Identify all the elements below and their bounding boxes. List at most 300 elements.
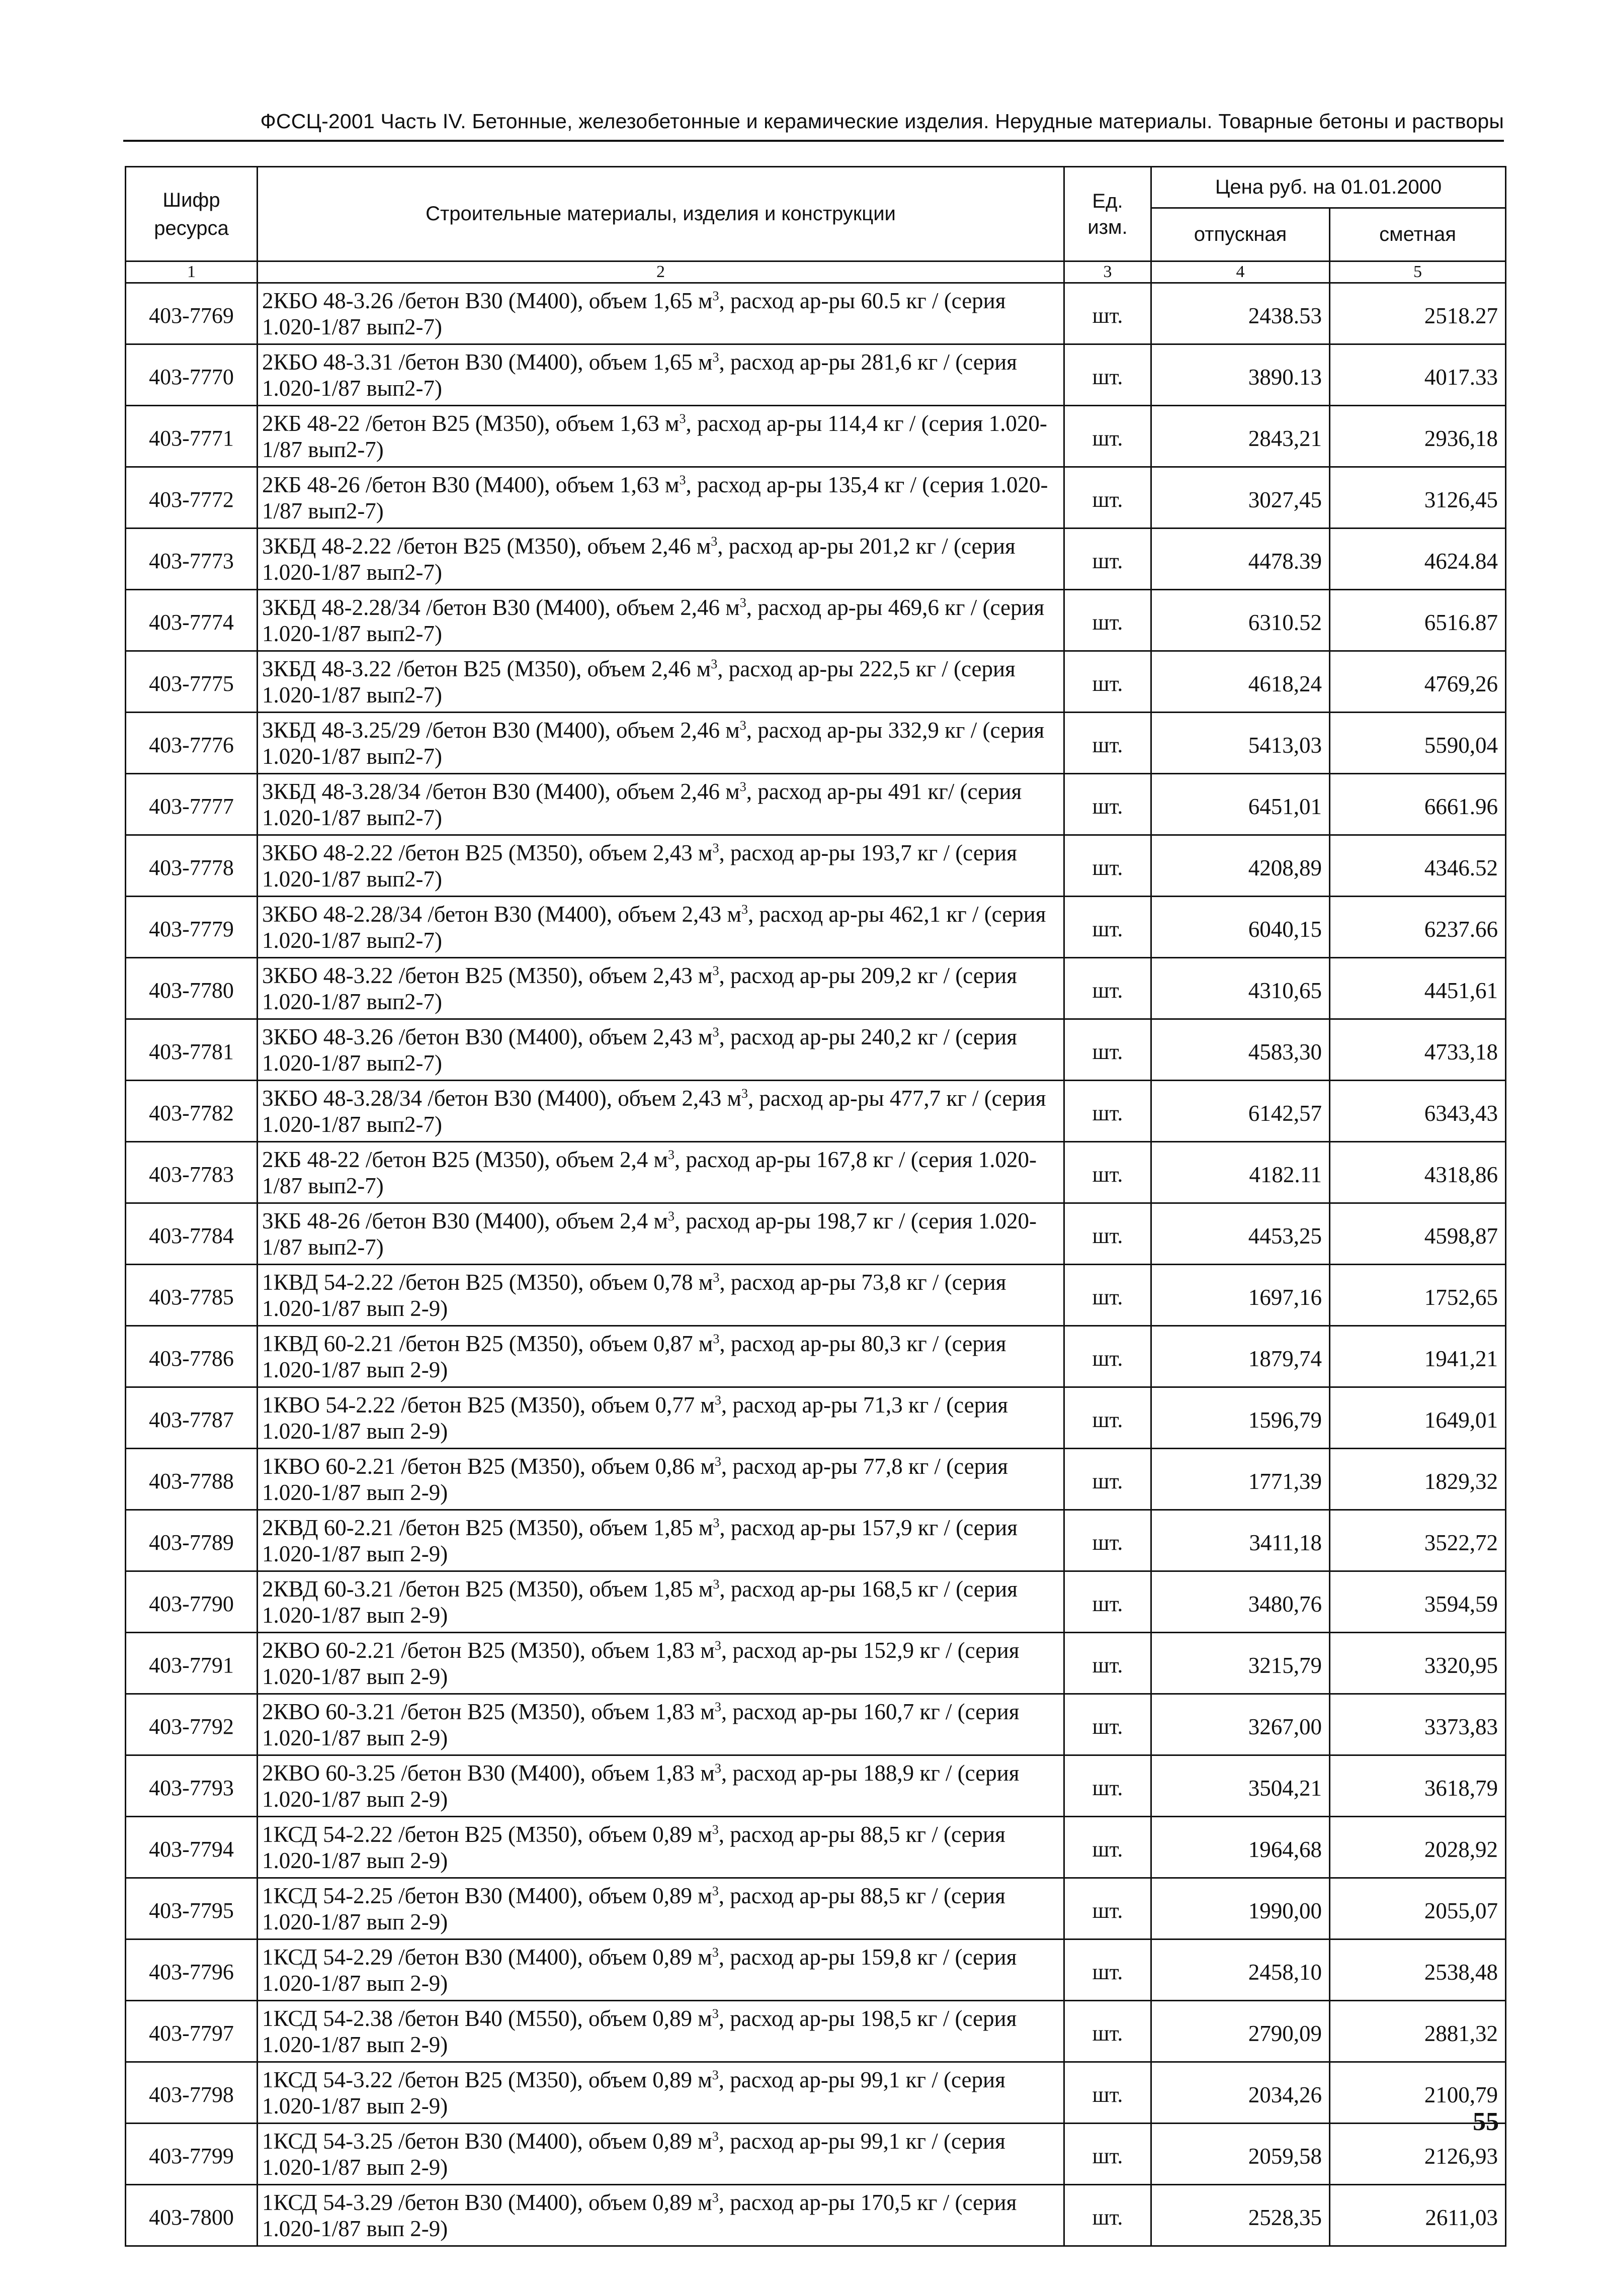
release-price: 2438.53 (1151, 283, 1330, 344)
unit-superscript: 3 (679, 472, 686, 487)
description-tail: , расход ар-ры 281,6 кг / (серия 1.020-1/87 вып2-7) (262, 349, 1017, 401)
estimate-price: 1829,32 (1330, 1449, 1506, 1510)
col-header-name: Строительные материалы, изделия и конструкции (258, 167, 1064, 261)
material-description (258, 1755, 1064, 1817)
column-number: 4 (1151, 261, 1330, 283)
release-price: 3267,00 (1151, 1694, 1330, 1755)
material-description (258, 406, 1064, 467)
unit-superscript: 3 (713, 1270, 720, 1285)
release-price: 3215,79 (1151, 1633, 1330, 1694)
resource-code: 403-7791 (126, 1633, 258, 1694)
unit-of-measure: шт. (1064, 651, 1151, 713)
material-description (258, 1265, 1064, 1326)
description-main: 1КВД 54-2.22 /бетон В25 (М350), объем 0,78 м (262, 1269, 713, 1295)
description-main: 3КБО 48-3.22 /бетон В25 (М350), объем 2,43 м (262, 962, 713, 988)
resource-code: 403-7781 (126, 1019, 258, 1081)
resource-code: 403-7784 (126, 1203, 258, 1265)
description-main: 1КСД 54-2.25 /бетон В30 (М400), объем 0,89 м (262, 1883, 712, 1908)
description-tail: , расход ар-ры 462,1 кг / (серия 1.020-1/87 вып2-7) (262, 901, 1046, 953)
resource-code: 403-7800 (126, 2185, 258, 2246)
description-tail: , расход ар-ры 99,1 кг / (серия 1.020-1/87 вып 2-9) (262, 2128, 1005, 2180)
material-description (258, 897, 1064, 958)
table-row (126, 1694, 1506, 1755)
page-number: 55 (1473, 2107, 1499, 2136)
estimate-price: 1649,01 (1330, 1387, 1506, 1449)
release-price: 2843,21 (1151, 406, 1330, 467)
description-main: 1КВД 60-2.21 /бетон В25 (М350), объем 0,87 м (262, 1331, 713, 1356)
column-number: 5 (1330, 261, 1506, 283)
description-tail: , расход ар-ры 73,8 кг / (серия 1.020-1/87 вып 2-9) (262, 1269, 1006, 1321)
description-tail: , расход ар-ры 80,3 кг / (серия 1.020-1/87 вып 2-9) (262, 1331, 1006, 1382)
description-main: 2КВД 60-2.21 /бетон В25 (М350), объем 1,85 м (262, 1515, 713, 1540)
release-price: 3890.13 (1151, 344, 1330, 406)
unit-of-measure: шт. (1064, 713, 1151, 774)
release-price: 1990,00 (1151, 1878, 1330, 1939)
header-rule (123, 140, 1504, 142)
resource-code: 403-7785 (126, 1265, 258, 1326)
unit-superscript: 3 (739, 718, 746, 733)
description-tail: , расход ар-ры 201,2 кг / (серия 1.020-1/87 вып2-7) (262, 533, 1016, 585)
description-main: 1КСД 54-3.29 /бетон В30 (М400), объем 0,89 м (262, 2189, 712, 2215)
release-price: 1596,79 (1151, 1387, 1330, 1449)
release-price: 4182.11 (1151, 1142, 1330, 1203)
release-price: 6310.52 (1151, 590, 1330, 651)
release-price: 4618,24 (1151, 651, 1330, 713)
description-main: 1КВО 54-2.22 /бетон В25 (М350), объем 0,77 м (262, 1392, 715, 1418)
unit-superscript: 3 (712, 349, 719, 365)
table-row (126, 2062, 1506, 2124)
unit-of-measure: шт. (1064, 1449, 1151, 1510)
material-description (258, 2062, 1064, 2124)
unit-superscript: 3 (712, 963, 719, 978)
table-row (126, 1817, 1506, 1878)
material-description (258, 1081, 1064, 1142)
unit-superscript: 3 (741, 902, 748, 917)
resource-code: 403-7794 (126, 1817, 258, 1878)
description-tail: , расход ар-ры 114,4 кг / (серия 1.020-1/87 вып2-7) (262, 410, 1047, 462)
table-row (126, 1142, 1506, 1203)
unit-superscript: 3 (711, 656, 718, 671)
resource-code: 403-7789 (126, 1510, 258, 1571)
release-price: 6451,01 (1151, 774, 1330, 835)
table-row (126, 897, 1506, 958)
material-description (258, 2185, 1064, 2246)
unit-superscript: 3 (712, 2006, 719, 2021)
description-main: 3КБО 48-3.28/34 /бетон В30 (М400), объем 2,43 м (262, 1085, 741, 1111)
release-price: 2034,26 (1151, 2062, 1330, 2124)
estimate-price: 6661.96 (1330, 774, 1506, 835)
unit-of-measure: шт. (1064, 1387, 1151, 1449)
table-row (126, 1571, 1506, 1633)
resource-code: 403-7770 (126, 344, 258, 406)
release-price: 4208,89 (1151, 835, 1330, 897)
unit-of-measure: шт. (1064, 1265, 1151, 1326)
description-main: 3КБ 48-26 /бетон В30 (М400), объем 2,4 м (262, 1208, 668, 1233)
release-price: 3411,18 (1151, 1510, 1330, 1571)
table-row (126, 1939, 1506, 2001)
unit-of-measure: шт. (1064, 835, 1151, 897)
description-tail: , расход ар-ры 477,7 кг / (серия 1.020-1/87 вып2-7) (262, 1085, 1046, 1137)
material-description (258, 1510, 1064, 1571)
material-description (258, 1694, 1064, 1755)
description-main: 1КСД 54-3.25 /бетон В30 (М400), объем 0,89 м (262, 2128, 712, 2154)
table-row (126, 406, 1506, 467)
col-header-price-group: Цена руб. на 01.01.2000 (1151, 167, 1506, 208)
estimate-price: 1941,21 (1330, 1326, 1506, 1387)
material-description (258, 1817, 1064, 1878)
resource-code: 403-7783 (126, 1142, 258, 1203)
resource-code: 403-7798 (126, 2062, 258, 2124)
material-description (258, 2001, 1064, 2062)
resource-code: 403-7796 (126, 1939, 258, 2001)
table-row (126, 1755, 1506, 1817)
material-description (258, 590, 1064, 651)
unit-of-measure: шт. (1064, 2001, 1151, 2062)
unit-of-measure: шт. (1064, 1081, 1151, 1142)
table-row (126, 835, 1506, 897)
material-description (258, 958, 1064, 1019)
description-tail: , расход ар-ры 152,9 кг / (серия 1.020-1/87 вып 2-9) (262, 1637, 1020, 1689)
table-row (126, 1449, 1506, 1510)
estimate-price: 3594,59 (1330, 1571, 1506, 1633)
release-price: 2059,58 (1151, 2124, 1330, 2185)
material-description (258, 835, 1064, 897)
table-row (126, 2124, 1506, 2185)
release-price: 1964,68 (1151, 1817, 1330, 1878)
unit-of-measure: шт. (1064, 2124, 1151, 2185)
description-tail: , расход ар-ры 77,8 кг / (серия 1.020-1/87 вып 2-9) (262, 1453, 1008, 1505)
description-tail: , расход ар-ры 167,8 кг / (серия 1.020-1/87 вып2-7) (262, 1146, 1037, 1198)
description-main: 3КБО 48-2.28/34 /бетон В30 (М400), объем 2,43 м (262, 901, 741, 927)
unit-superscript: 3 (714, 1760, 721, 1776)
estimate-price: 4318,86 (1330, 1142, 1506, 1203)
description-main: 3КБД 48-3.22 /бетон В25 (М350), объем 2,46 м (262, 656, 711, 681)
unit-of-measure: шт. (1064, 2062, 1151, 2124)
description-tail: , расход ар-ры 222,5 кг / (серия 1.020-1/87 вып2-7) (262, 656, 1016, 708)
estimate-price: 2611,03 (1330, 2185, 1506, 2246)
release-price: 3027,45 (1151, 467, 1330, 528)
description-main: 2КБ 48-22 /бетон В25 (М350), объем 2,4 м (262, 1146, 668, 1172)
estimate-price: 4769,26 (1330, 651, 1506, 713)
description-main: 2КВД 60-3.21 /бетон В25 (М350), объем 1,85 м (262, 1576, 713, 1602)
description-tail: , расход ар-ры 240,2 кг / (серия 1.020-1/87 вып2-7) (262, 1024, 1017, 1076)
release-price: 2528,35 (1151, 2185, 1330, 2246)
unit-of-measure: шт. (1064, 958, 1151, 1019)
table-row (126, 283, 1506, 344)
estimate-price: 4017.33 (1330, 344, 1506, 406)
table-row (126, 774, 1506, 835)
resource-code: 403-7792 (126, 1694, 258, 1755)
unit-superscript: 3 (741, 1086, 748, 1101)
release-price: 4583,30 (1151, 1019, 1330, 1081)
unit-of-measure: шт. (1064, 1878, 1151, 1939)
unit-of-measure: шт. (1064, 467, 1151, 528)
resource-code: 403-7788 (126, 1449, 258, 1510)
release-price: 4478.39 (1151, 528, 1330, 590)
unit-superscript: 3 (712, 840, 719, 855)
estimate-price: 2518.27 (1330, 283, 1506, 344)
table-row (126, 1510, 1506, 1571)
description-main: 3КБД 48-3.28/34 /бетон В30 (М400), объем 2,46 м (262, 778, 740, 804)
description-tail: , расход ар-ры 188,9 кг / (серия 1.020-1/87 вып 2-9) (262, 1760, 1020, 1812)
description-tail: , расход ар-ры 88,5 кг / (серия 1.020-1/87 вып 2-9) (262, 1821, 1005, 1873)
material-description (258, 1878, 1064, 1939)
table-row (126, 1203, 1506, 1265)
table-row (126, 651, 1506, 713)
table-row (126, 467, 1506, 528)
material-description (258, 528, 1064, 590)
material-description (258, 774, 1064, 835)
col-header-unit: Ед. изм. (1064, 167, 1151, 261)
description-tail: , расход ар-ры 170,5 кг / (серия 1.020-1/87 вып 2-9) (262, 2189, 1017, 2241)
col-header-estimate: сметная (1330, 208, 1506, 261)
resource-code: 403-7782 (126, 1081, 258, 1142)
release-price: 5413,03 (1151, 713, 1330, 774)
resource-code: 403-7779 (126, 897, 258, 958)
estimate-price: 2055,07 (1330, 1878, 1506, 1939)
resource-code: 403-7769 (126, 283, 258, 344)
unit-of-measure: шт. (1064, 1019, 1151, 1081)
unit-superscript: 3 (712, 1883, 719, 1898)
description-tail: , расход ар-ры 168,5 кг / (серия 1.020-1/87 вып 2-9) (262, 1576, 1018, 1628)
unit-superscript: 3 (713, 1331, 720, 1346)
description-main: 1КВО 60-2.21 /бетон В25 (М350), объем 0,86 м (262, 1453, 715, 1479)
table-row (126, 1265, 1506, 1326)
estimate-price: 2538,48 (1330, 1939, 1506, 2001)
estimate-price: 2936,18 (1330, 406, 1506, 467)
table-row (126, 958, 1506, 1019)
estimate-price: 2881,32 (1330, 2001, 1506, 2062)
description-tail: , расход ар-ры 88,5 кг / (серия 1.020-1/87 вып 2-9) (262, 1883, 1005, 1934)
column-number: 3 (1064, 261, 1151, 283)
unit-superscript: 3 (713, 1576, 720, 1592)
table-row (126, 1387, 1506, 1449)
estimate-price: 5590,04 (1330, 713, 1506, 774)
release-price: 3504,21 (1151, 1755, 1330, 1817)
description-tail: , расход ар-ры 99,1 кг / (серия 1.020-1/87 вып 2-9) (262, 2067, 1005, 2118)
description-main: 2КВО 60-3.21 /бетон В25 (М350), объем 1,83 м (262, 1699, 715, 1724)
unit-of-measure: шт. (1064, 406, 1151, 467)
estimate-price: 4598,87 (1330, 1203, 1506, 1265)
material-description (258, 1449, 1064, 1510)
running-header: ФССЦ-2001 Часть IV. Бетонные, железобетонные и керамические изделия. Нерудные материалы. Товарные бетоны и растворы (260, 110, 1504, 133)
description-tail: , расход ар-ры 159,8 кг / (серия 1.020-1/87 вып 2-9) (262, 1944, 1017, 1996)
material-description (258, 1571, 1064, 1633)
description-main: 3КБД 48-2.28/34 /бетон В30 (М400), объем 2,46 м (262, 594, 740, 620)
unit-superscript: 3 (668, 1208, 675, 1223)
material-description (258, 1326, 1064, 1387)
unit-of-measure: шт. (1064, 1326, 1151, 1387)
description-main: 2КБ 48-26 /бетон В30 (М400), объем 1,63 м (262, 472, 680, 497)
description-main: 2КБ 48-22 /бетон В25 (М350), объем 1,63 м (262, 410, 680, 436)
unit-superscript: 3 (739, 595, 746, 610)
unit-of-measure: шт. (1064, 2185, 1151, 2246)
description-main: 2КВО 60-3.25 /бетон В30 (М400), объем 1,83 м (262, 1760, 715, 1786)
description-main: 2КВО 60-2.21 /бетон В25 (М350), объем 1,83 м (262, 1637, 715, 1663)
unit-of-measure: шт. (1064, 1633, 1151, 1694)
table-row (126, 1326, 1506, 1387)
material-description (258, 651, 1064, 713)
description-tail: , расход ар-ры 160,7 кг / (серия 1.020-1/87 вып 2-9) (262, 1699, 1020, 1750)
unit-superscript: 3 (714, 1699, 721, 1714)
table-row (126, 590, 1506, 651)
unit-of-measure: шт. (1064, 590, 1151, 651)
estimate-price: 3522,72 (1330, 1510, 1506, 1571)
table-row (126, 344, 1506, 406)
material-description (258, 1633, 1064, 1694)
resource-code: 403-7777 (126, 774, 258, 835)
unit-superscript: 3 (712, 2067, 719, 2082)
unit-superscript: 3 (668, 1147, 675, 1162)
release-price: 1771,39 (1151, 1449, 1330, 1510)
estimate-price: 2126,93 (1330, 2124, 1506, 2185)
resource-code: 403-7797 (126, 2001, 258, 2062)
estimate-price: 3618,79 (1330, 1755, 1506, 1817)
table-row (126, 2001, 1506, 2062)
description-tail: , расход ар-ры 135,4 кг / (серия 1.020-1/87 вып2-7) (262, 472, 1048, 523)
description-tail: , расход ар-ры 491 кг/ (серия 1.020-1/87 вып2-7) (262, 778, 1022, 830)
price-table (125, 166, 1506, 2247)
table-row (126, 1019, 1506, 1081)
description-tail: , расход ар-ры 209,2 кг / (серия 1.020-1/87 вып2-7) (262, 962, 1017, 1014)
estimate-price: 4346.52 (1330, 835, 1506, 897)
description-main: 3КБД 48-3.25/29 /бетон В30 (М400), объем 2,46 м (262, 717, 740, 743)
unit-of-measure: шт. (1064, 774, 1151, 835)
description-main: 2КБО 48-3.26 /бетон В30 (М400), объем 1,65 м (262, 288, 713, 313)
unit-of-measure: шт. (1064, 528, 1151, 590)
unit-superscript: 3 (712, 288, 719, 303)
release-price: 6040,15 (1151, 897, 1330, 958)
unit-superscript: 3 (712, 1822, 719, 1837)
unit-of-measure: шт. (1064, 1510, 1151, 1571)
description-tail: , расход ар-ры 157,9 кг / (серия 1.020-1/87 вып 2-9) (262, 1515, 1018, 1566)
unit-superscript: 3 (712, 1024, 719, 1039)
resource-code: 403-7795 (126, 1878, 258, 1939)
material-description (258, 1203, 1064, 1265)
release-price: 3480,76 (1151, 1571, 1330, 1633)
estimate-price: 3126,45 (1330, 467, 1506, 528)
unit-superscript: 3 (713, 1515, 720, 1530)
material-description (258, 713, 1064, 774)
description-tail: , расход ар-ры 193,7 кг / (серия 1.020-1/87 вып2-7) (262, 840, 1017, 892)
unit-of-measure: шт. (1064, 1203, 1151, 1265)
release-price: 1879,74 (1151, 1326, 1330, 1387)
resource-code: 403-7771 (126, 406, 258, 467)
material-description (258, 2124, 1064, 2185)
col-header-release: отпускная (1151, 208, 1330, 261)
release-price: 2790,09 (1151, 2001, 1330, 2062)
table-row (126, 2185, 1506, 2246)
description-tail: , расход ар-ры 469,6 кг / (серия 1.020-1/87 вып2-7) (262, 594, 1045, 646)
unit-superscript: 3 (712, 2190, 719, 2205)
estimate-price: 1752,65 (1330, 1265, 1506, 1326)
material-description (258, 467, 1064, 528)
unit-of-measure: шт. (1064, 1939, 1151, 2001)
estimate-price: 6237.66 (1330, 897, 1506, 958)
resource-code: 403-7793 (126, 1755, 258, 1817)
column-number: 1 (126, 261, 258, 283)
resource-code: 403-7790 (126, 1571, 258, 1633)
description-tail: , расход ар-ры 332,9 кг / (серия 1.020-1/87 вып2-7) (262, 717, 1045, 769)
resource-code: 403-7773 (126, 528, 258, 590)
estimate-price: 4733,18 (1330, 1019, 1506, 1081)
estimate-price: 4451,61 (1330, 958, 1506, 1019)
release-price: 4453,25 (1151, 1203, 1330, 1265)
unit-of-measure: шт. (1064, 1571, 1151, 1633)
resource-code: 403-7775 (126, 651, 258, 713)
table-body (126, 283, 1506, 2246)
column-number-row (126, 261, 1506, 283)
estimate-price: 6516.87 (1330, 590, 1506, 651)
estimate-price: 3373,83 (1330, 1694, 1506, 1755)
table-row (126, 1633, 1506, 1694)
resource-code: 403-7774 (126, 590, 258, 651)
estimate-price: 4624.84 (1330, 528, 1506, 590)
unit-of-measure: шт. (1064, 1817, 1151, 1878)
description-main: 1КСД 54-2.29 /бетон В30 (М400), объем 0,89 м (262, 1944, 712, 1970)
unit-of-measure: шт. (1064, 283, 1151, 344)
estimate-price: 2028,92 (1330, 1817, 1506, 1878)
material-description (258, 1019, 1064, 1081)
unit-superscript: 3 (714, 1638, 721, 1653)
resource-code: 403-7772 (126, 467, 258, 528)
unit-of-measure: шт. (1064, 1755, 1151, 1817)
unit-superscript: 3 (714, 1454, 721, 1469)
material-description (258, 344, 1064, 406)
estimate-price: 6343,43 (1330, 1081, 1506, 1142)
resource-code: 403-7780 (126, 958, 258, 1019)
table-row (126, 1081, 1506, 1142)
unit-superscript: 3 (714, 1392, 721, 1407)
unit-of-measure: шт. (1064, 344, 1151, 406)
table-row (126, 713, 1506, 774)
col-header-code: Шифр ресурса (126, 167, 258, 261)
description-tail: , расход ар-ры 198,5 кг / (серия 1.020-1/87 вып 2-9) (262, 2005, 1017, 2057)
resource-code: 403-7787 (126, 1387, 258, 1449)
resource-code: 403-7778 (126, 835, 258, 897)
description-main: 3КБД 48-2.22 /бетон В25 (М350), объем 2,46 м (262, 533, 711, 559)
unit-of-measure: шт. (1064, 1142, 1151, 1203)
estimate-price: 2100,79 (1330, 2062, 1506, 2124)
description-main: 3КБО 48-3.26 /бетон В30 (М400), объем 2,43 м (262, 1024, 713, 1049)
material-description (258, 283, 1064, 344)
unit-superscript: 3 (739, 779, 746, 794)
unit-superscript: 3 (712, 2129, 719, 2144)
estimate-price: 3320,95 (1330, 1633, 1506, 1694)
table-row (126, 1878, 1506, 1939)
release-price: 6142,57 (1151, 1081, 1330, 1142)
description-main: 1КСД 54-3.22 /бетон В25 (М350), объем 0,89 м (262, 2067, 712, 2092)
description-tail: , расход ар-ры 60.5 кг / (серия 1.020-1/87 вып2-7) (262, 288, 1006, 339)
resource-code: 403-7799 (126, 2124, 258, 2185)
material-description (258, 1387, 1064, 1449)
description-main: 1КСД 54-2.22 /бетон В25 (М350), объем 0,89 м (262, 1821, 712, 1847)
description-main: 2КБО 48-3.31 /бетон В30 (М400), объем 1,65 м (262, 349, 713, 375)
description-main: 3КБО 48-2.22 /бетон В25 (М350), объем 2,43 м (262, 840, 713, 865)
resource-code: 403-7786 (126, 1326, 258, 1387)
description-main: 1КСД 54-2.38 /бетон В40 (М550), объем 0,89 м (262, 2005, 712, 2031)
material-description (258, 1939, 1064, 2001)
description-tail: , расход ар-ры 71,3 кг / (серия 1.020-1/87 вып 2-9) (262, 1392, 1008, 1444)
table-row (126, 528, 1506, 590)
column-number: 2 (258, 261, 1064, 283)
resource-code: 403-7776 (126, 713, 258, 774)
release-price: 1697,16 (1151, 1265, 1330, 1326)
release-price: 2458,10 (1151, 1939, 1330, 2001)
unit-superscript: 3 (711, 534, 718, 549)
description-tail: , расход ар-ры 198,7 кг / (серия 1.020-1/87 вып2-7) (262, 1208, 1037, 1260)
release-price: 4310,65 (1151, 958, 1330, 1019)
